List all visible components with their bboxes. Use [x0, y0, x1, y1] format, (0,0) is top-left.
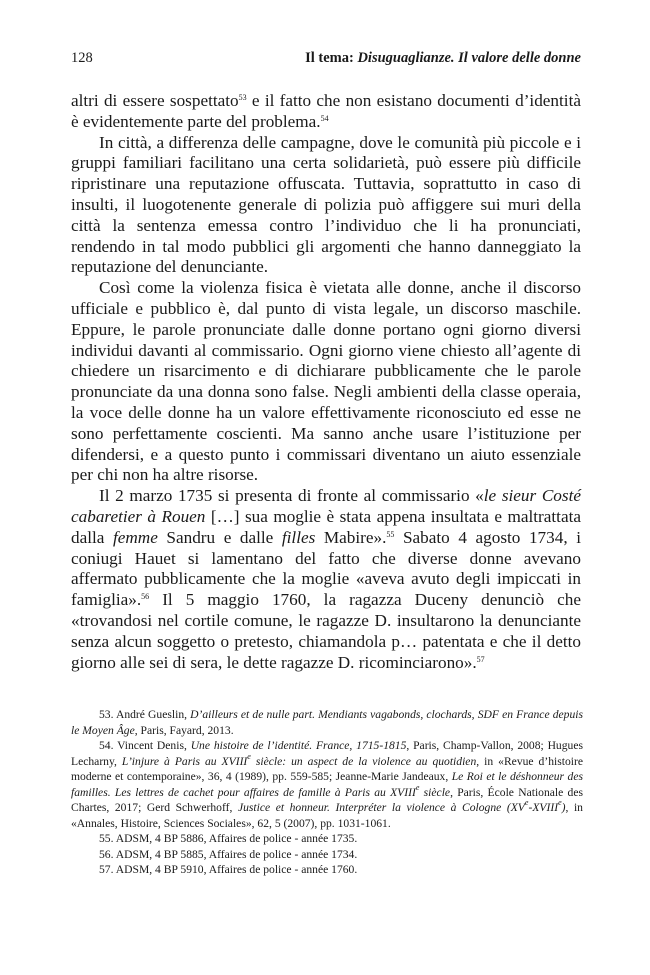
- italic-run: D’ailleurs et de nulle part. Mendiants vagabonds, clochards, SDF en France depuis le Moyen Âge: [71, 708, 583, 737]
- running-title-prefix: Il tema:: [305, 50, 358, 66]
- text-run: 54. Vincent Denis,: [99, 739, 191, 752]
- footnote-ref-53: 53: [238, 93, 247, 102]
- italic-run: femme: [112, 527, 158, 547]
- text-run: , Paris, Fayard, 2013.: [134, 723, 234, 737]
- italic-run: [237, 798, 566, 814]
- running-header: [71, 50, 581, 72]
- footnote-56: 56. ADSM, 4 BP 5885, Affaires de police - année 1734.: [99, 847, 358, 861]
- text-run: 53. André Gueslin,: [99, 708, 191, 721]
- text-run: Sandru e dalle: [157, 527, 282, 547]
- running-title: [305, 50, 581, 67]
- text-run: ): [561, 801, 566, 814]
- footnote-ref-55: 55: [386, 529, 395, 539]
- footnote-ref-57: 57: [476, 654, 485, 664]
- text-run: , in «Annales, Histoire, Sciences Sociales», 62, 5 (2007), pp. 1031-1061.: [71, 801, 583, 830]
- footnote-54: [71, 738, 583, 831]
- running-title-italic: Disuguaglianze. Il valore delle donne: [357, 50, 581, 66]
- paragraph-2: In città, a differenza delle campagne, dove le comunità più piccole e i gruppi familiari facilitano una certa solidarietà, può essere più difficile ripristinare una reputazione offuscata. Tuttavia, soprattutto in caso di insulti, il luogotenente generale di polizia può affiggere sui muri della città la sentenza emessa contro l’individuo che li ha pronunciati, rendendo in tal modo pubblici gli argomenti che hanno danneggiato la reputazione del denunciante.: [71, 132, 581, 277]
- superscript: e: [415, 782, 420, 792]
- page-number: 128: [71, 50, 93, 66]
- text-run: […] sua moglie è stata appena insultata e maltrattata dalla: [71, 506, 581, 547]
- text-run: -XVIII: [528, 801, 559, 814]
- text-run: Il 5 maggio 1760, la ragazza Duceny denunciò che «trovandosi nel cortile comune, le ragazze D. insultarono la denunciante senza alcun soggetto o pretesto, chiamandola p… patentata e che il detto giorno alle sei di sera, le dette ragazze D. ricominciarono».: [71, 590, 581, 672]
- text-run: altri di essere sospettato: [71, 91, 239, 110]
- text-run: , Paris, École Nationale des Chartes, 2017; Gerd Schwerhoff,: [71, 785, 583, 814]
- paragraph-4: [71, 486, 581, 673]
- paragraph-3: Così come la violenza fisica è vietata alle donne, anche il discorso ufficiale e pubblico è, dal punto di vista legale, un discorso maschile. Eppure, le parole pronunciate dalle donne portano ogni giorno diversi individui davanti al commissario. Ogni giorno viene chiesto all’agente di chiedere un risarcimento e di dichiarare pubblicamente che le parole pronunciate da una donna sono false. Negli ambienti della classe operaia, la voce delle donne ha un valore effettivamente riconosciuto ed esse ne sono perfettamente coscienti. Ma sanno anche usare l’istituzione per difendersi, e a questo punto i commissari diventano un aiuto essenziale per chi non ha altre risorse.: [71, 278, 581, 485]
- text-run: , in «Revue d’histoire moderne et contemporaine», 36, 4 (1989), pp. 559-585; Jeanne-Marie Jandeaux,: [71, 754, 583, 783]
- italic-run: le sieur Costé cabaretier à Rouen: [71, 486, 581, 526]
- text-run: Il 2 marzo 1735 si presenta di fronte al commissario «: [99, 486, 484, 506]
- italic-run: Une histoire de l’identité. France, 1715-1815: [190, 739, 407, 752]
- text-run: siècle: un aspect de la violence au quotidien: [250, 754, 477, 768]
- book-page: [71, 50, 581, 673]
- superscript: e: [558, 798, 562, 807]
- footnote-53: [71, 707, 583, 738]
- footnote-ref-54: 54: [320, 113, 329, 123]
- body-text: [71, 91, 581, 673]
- italic-run: filles: [281, 527, 316, 547]
- footnote-55: 55. ADSM, 4 BP 5886, Affaires de police - année 1735.: [99, 832, 358, 845]
- text-run: Mabire».: [315, 527, 387, 547]
- superscript: e: [247, 751, 251, 761]
- text-run: Justice et honneur. Interpréter la violence à Cologne (XV: [237, 801, 525, 814]
- text-run: Sabato 4 agosto 1734, i coniugi Hauet si lamentano del fatto che diverse donne avevano affermato pubblicamente che la moglie «aveva avuto degli impiccati in famiglia».: [71, 527, 581, 610]
- footnote-ref-56: 56: [141, 592, 150, 602]
- text-run: Le Roi et le déshonneur des familles. Les lettres de cachet pour affaires de famille à Paris au XVIII: [71, 770, 583, 799]
- text-run: L’injure à Paris au XVIII: [121, 754, 248, 768]
- text-run: siècle: [419, 785, 451, 799]
- text-run: e il fatto che non esistano documenti d’identità è evidentemente parte del problema.: [71, 91, 581, 131]
- paragraph-1: [71, 91, 581, 133]
- footnotes: [71, 707, 583, 878]
- text-run: , Paris, Champ-Vallon, 2008; Hugues Lecharny,: [71, 739, 583, 768]
- superscript: e: [524, 798, 529, 807]
- italic-run: [121, 751, 477, 768]
- footnote-57: 57. ADSM, 4 BP 5910, Affaires de police - année 1760.: [99, 863, 358, 876]
